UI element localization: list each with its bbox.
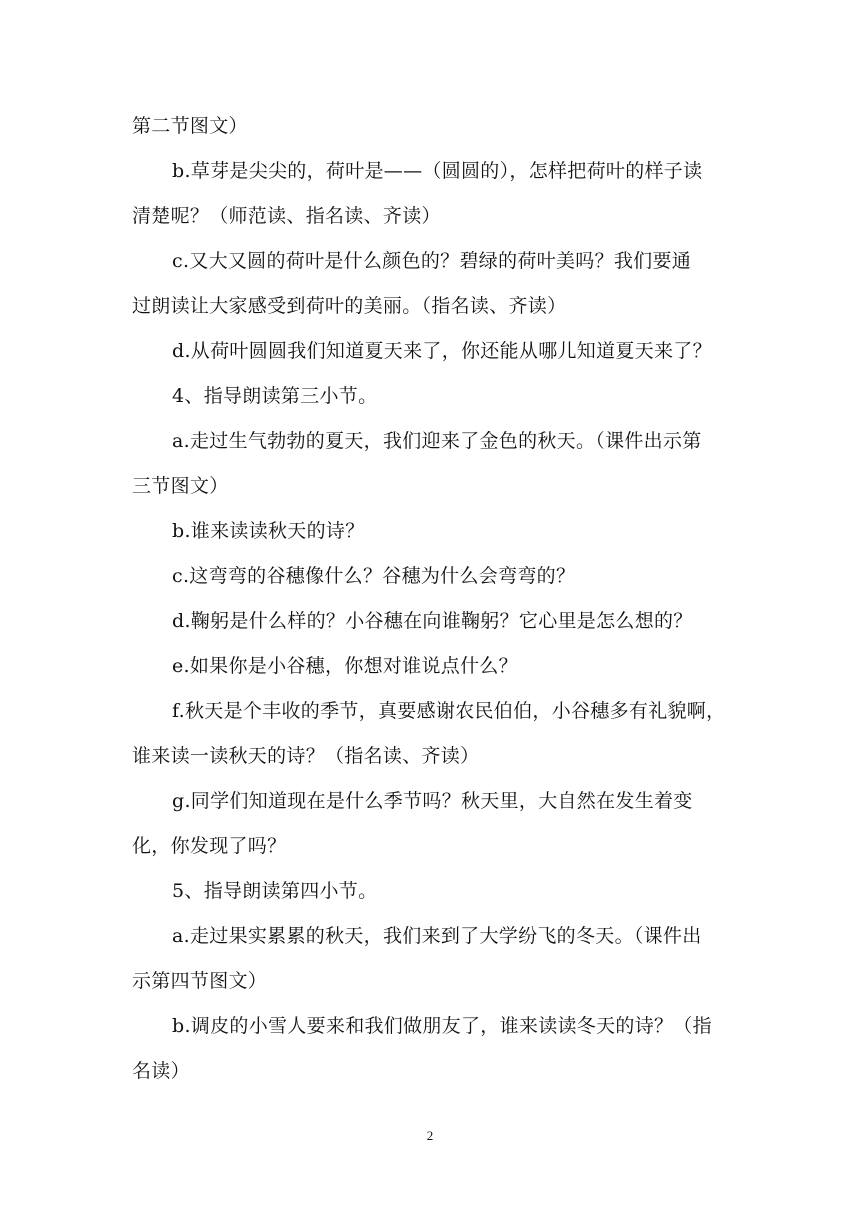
text-line: 名读） [132,1060,190,1082]
text-line: e.如果你是小谷穗，你想对谁说点什么？ [172,655,518,677]
text-line: b.谁来读读秋天的诗？ [172,520,365,542]
text-line: 示第四节图文） [132,970,268,992]
text-line: f.秋天是个丰收的季节，真要感谢农民伯伯，小谷穗多有礼貌啊， [172,700,726,722]
text-line: g.同学们知道现在是什么季节吗？秋天里，大自然在发生着变 [172,790,693,812]
text-line: c.这弯弯的谷穗像什么？谷穗为什么会弯弯的？ [172,565,576,587]
text-line: d.鞠躬是什么样的？小谷穗在向谁鞠躬？它心里是怎么想的？ [172,610,693,632]
page-number: 2 [426,1128,434,1143]
text-line: a.走过果实累累的秋天，我们来到了大学纷飞的冬天。（课件出 [172,925,702,947]
text-line: 谁来读一读秋天的诗？（指名读、齐读） [132,745,480,767]
text-line: b.草芽是尖尖的，荷叶是——（圆圆的），怎样把荷叶的样子读 [172,160,703,182]
section-heading: 4、指导朗读第三小节。 [172,385,378,407]
text-line: 过朗读让大家感受到荷叶的美丽。（指名读、齐读） [132,295,567,317]
text-line: 三节图文） [132,475,229,497]
section-heading: 5、指导朗读第四小节。 [172,880,378,902]
text-line: d.从荷叶圆圆我们知道夏天来了，你还能从哪儿知道夏天来了？ [172,340,712,362]
text-line: a.走过生气勃勃的夏天，我们迎来了金色的秋天。（课件出示第 [172,430,702,452]
text-line: 清楚呢？（师范读、指名读、齐读） [132,205,441,227]
body-text [132,104,732,1094]
text-line: 第二节图文） [132,115,248,137]
text-line: 化，你发现了吗？ [132,835,287,857]
text-line: b.调皮的小雪人要来和我们做朋友了，谁来读读冬天的诗？（指 [172,1015,712,1037]
text-line: c.又大又圆的荷叶是什么颜色的？碧绿的荷叶美吗？我们要通 [172,250,692,272]
